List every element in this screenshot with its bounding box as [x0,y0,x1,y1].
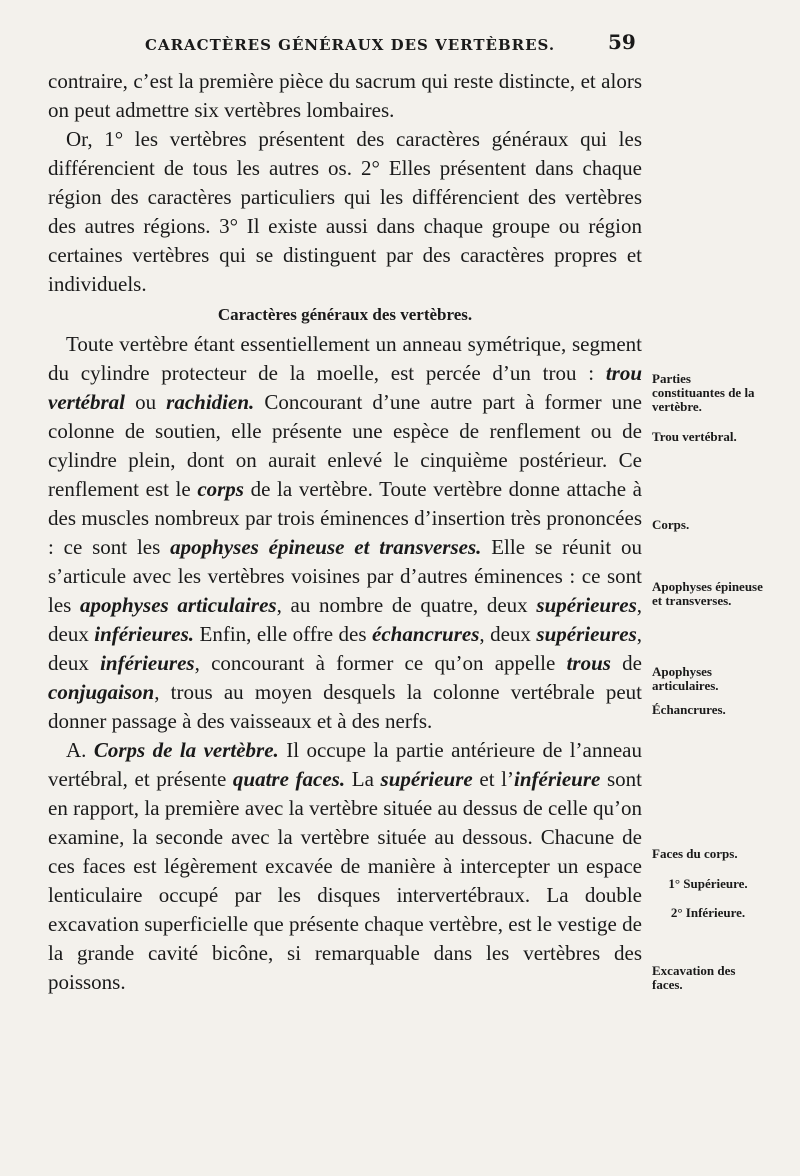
paragraph-4 [48,736,642,997]
margin-note-faces: Faces du corps. [652,846,738,861]
text-run: Toute vertèbre étant essentiellement un anneau symétrique, segment du cylindre protecteur de la moelle, est percée d’un trou : [48,332,642,385]
margin-note-apophyses-epineuse: Apophyses épineuse et transverses. [652,579,763,608]
section-heading: Caractères généraux des vertèbres. [217,305,473,324]
italic-term: inférieures. [94,622,195,646]
italic-term: inférieures [100,651,195,675]
text-run: , trous au moyen desquels la colonne vertébrale peut donner passage à des vaisseaux et à des nerfs. [48,680,642,733]
text-run: , deux [479,622,537,646]
text-run: de la vertèbre. Toute vertèbre donne attache à des muscles nombreux par trois éminences d’insertion très prononcées : ce sont les [48,477,642,559]
italic-term: inférieure [514,767,601,791]
text-run: A. [66,738,94,762]
italic-term: quatre faces. [232,767,346,791]
margin-note-inferieure: 2° Inférieure. [670,905,746,920]
italic-term: trou vertébral [48,361,642,414]
italic-term: trous [566,651,611,675]
text-run: , au nombre de quatre, deux [276,593,537,617]
italic-term: supérieures [536,622,637,646]
running-head: CARACTÈRES GÉNÉRAUX DES VERTÈBRES. [145,36,556,54]
italic-term: apophyses épineuse et transverses. [170,535,482,559]
paragraph-1: contraire, c’est la première pièce du sacrum qui reste distincte, et alors on peut admettre six vertèbres lombaires. [48,69,642,122]
italic-term: conjugaison [48,680,155,704]
italic-term: rachidien. [166,390,255,414]
body-text [48,67,642,997]
text-run: de [610,651,643,675]
margin-note-corps: Corps. [652,517,690,532]
italic-term: échancrures [372,622,480,646]
text-run: Elle se réunit ou s’articule avec les vertèbres voisines par d’autres éminences : ce sont les [48,535,642,617]
italic-term: supérieures [536,593,637,617]
paragraph-3 [48,330,642,736]
paragraph-2: Or, 1° les vertèbres présentent des caractères généraux qui les différencient de tous les autres os. 2° Elles présentent dans chaque région des caractères particuliers qui les différencient des vertèbres des autres régions. 3° Il existe aussi dans chaque groupe ou région certaines vertèbres qui se distinguent par des caractères propres et individuels. [48,127,642,296]
margin-note-excavation: Excavation des faces. [652,963,736,992]
text-run: ou [124,390,167,414]
page-number: 59 [608,30,636,54]
margin-note-superieure: 1° Supérieure. [668,876,748,891]
margin-note-echancrures: Échancrures. [652,702,726,717]
text-run: et l’ [472,767,514,791]
text-run: Il occupe la partie antérieure de l’anneau vertébral, et présente [48,738,642,791]
italic-term: supérieure [380,767,473,791]
text-run: Enfin, elle offre des [194,622,373,646]
text-run: sont en rapport, la première avec la vertèbre située au dessus de celle qu’on examine, la seconde avec la vertèbre située au dessous. Chacune de ces faces est légèrement excavée de manière à intercepter un espace lenticulaire occupé par les disques intervertébraux. La double excavation superficielle que présente chaque vertèbre, est le vestige de la grande cavité bicône, si remarquable dans les vertèbres des poissons. [48,767,642,994]
italic-term: apophyses articulaires [80,593,277,617]
margin-note-trou: Trou vertébral. [652,429,737,444]
italic-term: Corps de la vertèbre. [93,738,279,762]
italic-term: corps [197,477,244,501]
margin-note-apophyses-articulaires: Apophyses articulaires. [652,664,719,693]
text-run: , deux [48,622,642,675]
text-run: , concourant à former ce qu’on appelle [194,651,567,675]
text-run: , deux [48,593,642,646]
margin-note-parties: Parties constituantes de la vertèbre. [652,371,755,414]
text-run: Concourant d’une autre part à former une colonne de soutien, elle présente une espèce de renflement ou de cylindre plein, dont on aurait enlevé le cinquième postérieur. Ce renflement est le [48,390,643,501]
text-run: La [345,767,381,791]
